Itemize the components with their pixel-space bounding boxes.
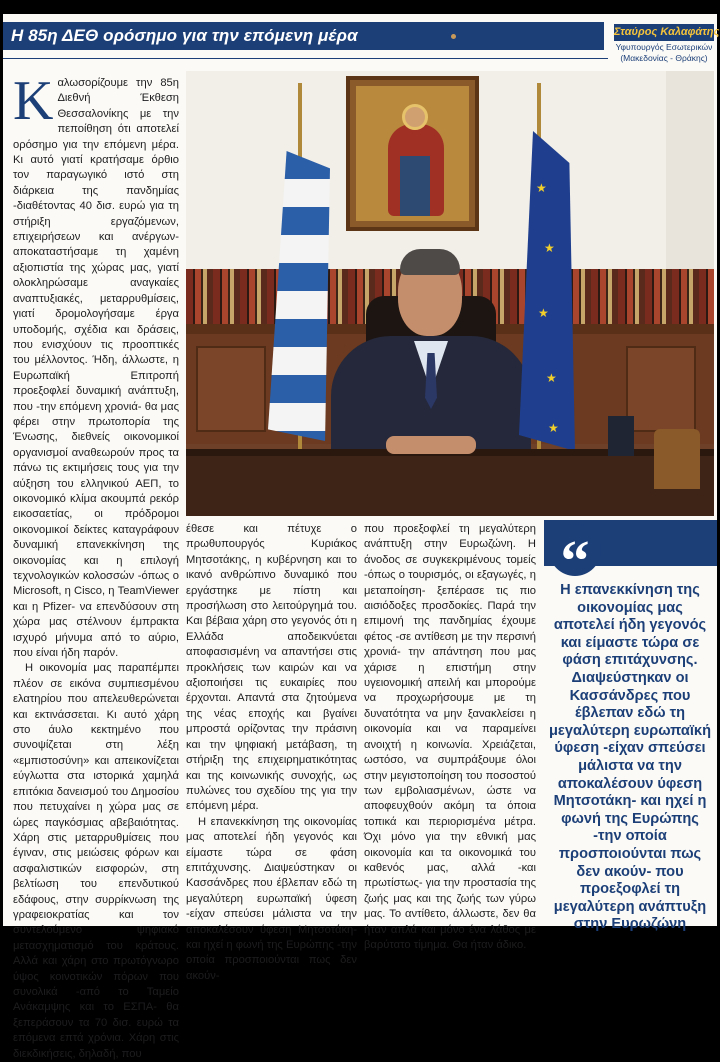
quote-mark-icon: “: [549, 524, 601, 576]
article-paragraph: έθεσε και πέτυχε ο πρωθυπουργός Κυριάκος Μητσοτάκης, η κυβέρνηση και το ικανό ανθρώπινο δυναμικό που εργάστηκε με πίστη και προσήλωση στο λειτούργημά του. Και βέβαια χάρη στο γεγονός ότι η Ελλάδα αποδεικνύεται αποφασισμένη να απαντήσει στις προκλήσεις των καιρών και να αξιοποιήσει τις ευκαιρίες που έρχονται. Απαντά στα ζητούμενα της νέας εποχής και βγαίνει μπροστά ορίζοντας την πράσινη και την ψηφιακή μετάβαση, τη στήριξη της επιχειρηματικότητας και της κοινωνικής συνοχής, ως πυλώνες του σχεδίου της για την επόμενη μέρα.: [186, 523, 357, 813]
person-hair: [400, 249, 460, 275]
header-rule: [3, 58, 608, 59]
paragraph-text: αλωσορίζουμε την 85η Διεθνή Έκθεση Θεσσαλονίκης με την πεποίθηση ότι αποτελεί ορόσημο για την επόμενη μέρα. Κι αυτό γιατί κρατήσαμε όρθιο τον παραγωγικό ιστό στη διάρκεια της πανδημίας -διαθέτοντας 40 δισ. ευρώ για τη στήριξη εργαζόμενων, επιχειρήσεων και ανέργων- αποκαταστήσαμε τη χαμένη αξιοπιστία της χώρας μας, γιατί ολοκληρώσαμε αναγκαίες αναπτυξιακές, μεταρρυθμίσεις, γιατί δρομολογήσαμε έργα υποδομής, σχέδια και δράσεις, που ενισχύουν τις προοπτικές του μέλλοντος. Ήδη, άλλωστε, η Ευρωπαϊκή Επιτροπή προεξοφλεί δυναμική ανάπτυξη, που -την επόμενη χρονιά- θα μας φέρει στην πρωτοπορία της Ένωσης, διεθνείς οικονομικοί οργανισμοί αναθεωρούν προς τα πάνω τις εκτιμήσεις τους για την αύξηση του ελληνικού ΑΕΠ, το οικονομικό κλίμα ακουμπά ρεκόρ εικοσαετίας, οι πρόδρομοι οικονομικοί δείκτες καταγράφουν δυναμική επανεκκίνηση της οικονομίας και η επιλογή τεχνολογικών κολοσσών -όπως ο Microsoft, η Cisco, η TeamViewer και η Pfizer- να επενδύσουν στη χώρα μας στέλνουν έμπρακτα ισχυρό μήνυμα από το αύριο, που είναι ήδη παρόν.: [13, 77, 179, 660]
article-paragraph: Η επανεκκίνηση της οικονομίας μας αποτελεί ήδη γεγονός και είμαστε τώρα σε φάση επιτάχυνσης. Διαψεύστηκαν οι Κασσάνδρες που έβλεπαν εδώ τη μεγαλύτερη ευρωπαϊκή ύφεση -είχαν σπεύσει μάλιστα να την αποκαλέσουν ύφεση Μητσοτάκη- και ηχεί η φωνή της Ευρώπης -την οποία προσποιούνται πως δεν ακούν-: [186, 815, 357, 982]
desk-ornament: [654, 429, 700, 489]
article-photo: [186, 71, 714, 516]
religious-icon-painting: [346, 76, 479, 231]
person-hands: [386, 436, 476, 454]
article-paragraph: [13, 70, 179, 661]
cabinet-panel: [626, 346, 696, 432]
eu-flag-star: ★: [548, 421, 559, 435]
article-paragraph: που προεξοφλεί τη μεγαλύτερη ανάπτυξη στην Ευρωζώνη. Η άνοδος σε συγκεκριμένους τομείς -όπως ο τουρισμός, οι εξαγωγές, η μεταποίηση- ξεπέρασε τις πιο αισιόδοξες προσδοκίες. Παρά την επιμονή της πανδημίας έχουμε φέτος -σε αντίθεση με την περσινή χρονιά- την απάντηση που μας χάρισε η επιστήμη στην υγειονομική απειλή και μπορούμε να προχωρήσουμε με τη δυνατότητα να μην ξανακλείσει η οικονομία και να παραμείνει ανοιχτή η κοινωνία. Χρειάζεται, ωστόσο, να συμπράξουμε όλοι στην μεγιστοποίηση του ποσοστού των εμβολιασμένων, ώστε να αποφευχθούν ακόμη τα όποια τοπικά και περιορισμένα μέτρα. Όχι μόνο για την εθνική μας οικονομία και τα οικονομικά του καθενός μας, αλλά -και πρωτίστως- για την προστασία της ζωής μας και της ζωής των γύρω μας. Το αντίθετο, άλλωστε, δεν θα ήταν απλά και μόνο ένα λάθος με βαρύτατο τίμημα. Θα ήταν άδικο.: [364, 523, 536, 951]
eu-flag-star: ★: [536, 181, 547, 195]
author-role: Υφυπουργός Εσωτερικών (Μακεδονίας - Θράκης): [615, 42, 713, 63]
article-paragraph: Η οικονομία μας παραπέμπει πλέον σε εικόνα συμπιεσμένου ελατηρίου που απελευθερώνεται και εκτινάσσεται. Κι αυτό χάρη στο άυλο κεκτημένο που συνοψίζεται στη λέξη «εμπιστοσύνη» και απεικονίζεται εύγλωττα στα ιστορικά χαμηλά επιτόκια δανεισμού του Δημοσίου που πετυχαίνει η χώρα μας σε ώρες παγκόσμιας αβεβαιότητας. Χάρη στις μεταρρυθμίσεις που έγιναν, στις μειώσεις φόρων και ασφαλιστικών εισφορών, στη βελτίωση του επενδυτικού εδάφους, στην συρρίκνωση της γραφειοκρατίας και τον συντελούμενο ψηφιακό μετασχηματισμό του κράτους. Αλλά και χάρη στο πρωτόγνωρο ύψος κοινοτικών πόρων που συνολικά -από το Ταμείο Ανάκαμψης και το ΕΣΠΑ- θα ξεπεράσουν τα 70 δισ. ευρώ τα επόμενα επτά χρόνια. Χάρη στις διεκδικήσεις, δηλαδή, που: [13, 662, 179, 1060]
photo-wall-shadow: [666, 71, 714, 271]
article-column-1: [13, 70, 179, 1062]
article-column-2: [186, 522, 357, 984]
eu-flag-star: ★: [546, 371, 557, 385]
drop-cap: Κ: [13, 70, 54, 132]
pen-holder: [608, 416, 634, 456]
icon-figure-garment: [400, 156, 430, 216]
newspaper-page: [3, 14, 720, 1060]
headline-ornament: [451, 34, 456, 39]
author-name: Σταύρος Καλαφάτης: [614, 24, 714, 41]
eu-flag-star: ★: [544, 241, 555, 255]
cabinet-panel: [196, 346, 266, 432]
pull-quote: Η επανεκκίνηση της οικονομίας μας αποτελεί ήδη γεγονός και είμαστε τώρα σε φάση επιτάχυνσης. Διαψεύστηκαν οι Κασσάνδρες που έβλεπαν εδώ τη μεγαλύτερη ευρωπαϊκή ύφεση -είχαν σπεύσει μάλιστα να την αποκαλέσουν ύφεση Μητσοτάκη- και ηχεί η φωνή της Ευρώπης -την οποία προσποιούνται πως δεν ακούν- που προεξοφλεί τη μεγαλύτερη ανάπτυξη στην Ευρωζώνη: [549, 582, 711, 933]
icon-figure-halo: [402, 104, 428, 130]
article-column-3: [364, 522, 536, 953]
icon-gold-background: [356, 86, 469, 221]
eu-flag-star: ★: [538, 306, 549, 320]
headline: Η 85η ΔΕΘ ορόσημο για την επόμενη μέρα: [11, 26, 358, 45]
desk: [186, 456, 714, 516]
